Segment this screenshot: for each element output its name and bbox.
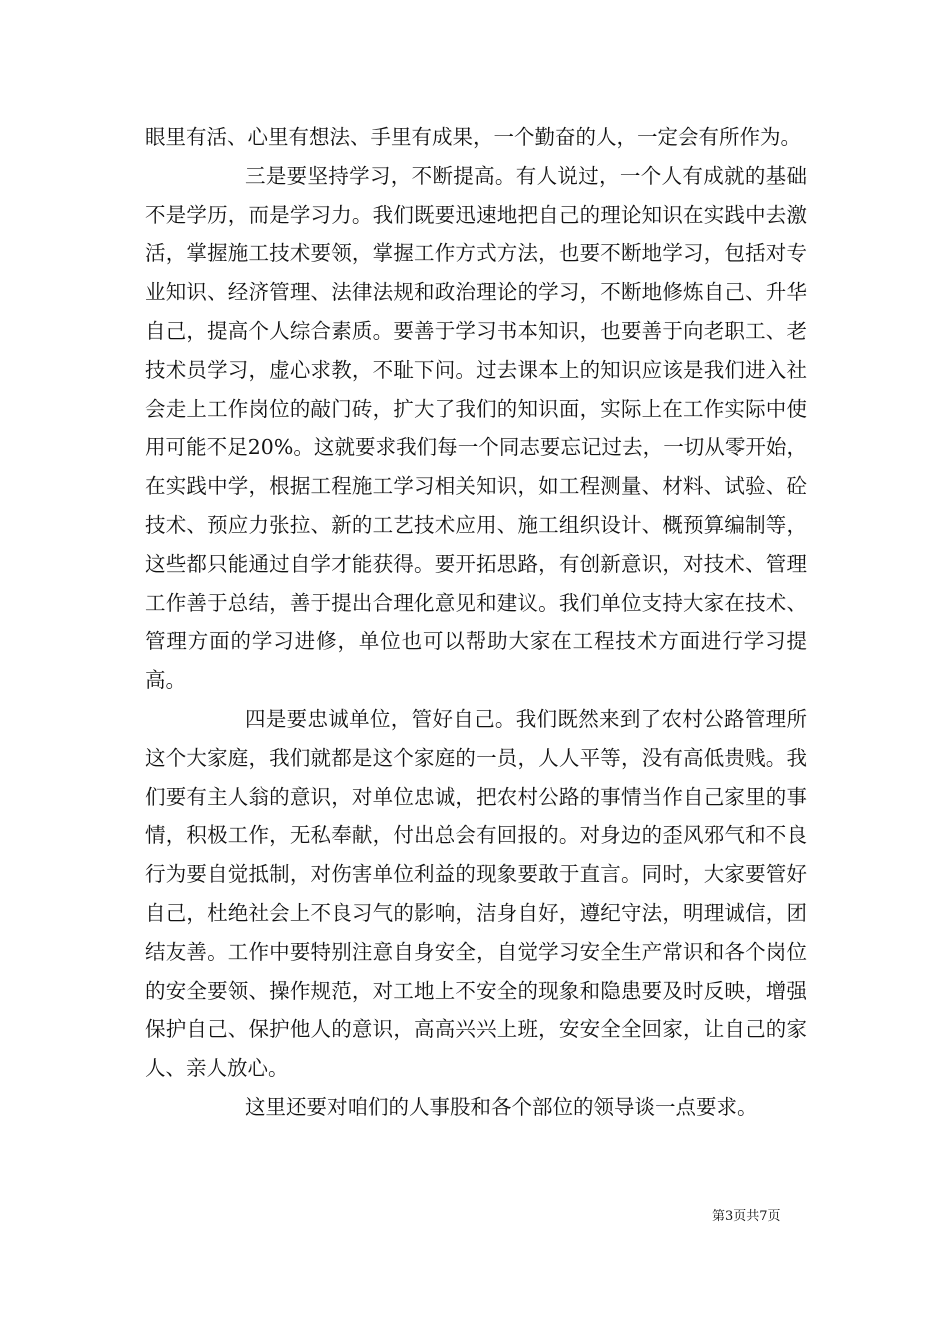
document-body (145, 118, 807, 1127)
paragraph-continuation: 眼里有活、心里有想法、手里有成果，一个勤奋的人，一定会有所作为。 (145, 125, 801, 149)
page-number: 第3页共7页 (712, 1209, 781, 1224)
paragraph-point-four: 四是要忠诚单位，管好自己。我们既然来到了农村公路管理所这个大家庭，我们就都是这个家庭的一员，人人平等，没有高低贵贱。我们要有主人翁的意识，对单位忠诚，把农村公路的事情当作自己家里的事情，积极工作，无私奉献，付出总会有回报的。对身边的歪风邪气和不良行为要自觉抵制，对伤害单位利益的现象要敢于直言。同时，大家要管好自己，杜绝社会上不良习气的影响，洁身自好，遵纪守法，明理诚信，团结友善。工作中要特别注意自身安全，自觉学习安全生产常识和各个岗位的安全要领、操作规范，对工地上不安全的现象和隐患要及时反映，增强保护自己、保护他人的意识，高高兴兴上班，安安全全回家，让自己的家人、亲人放心。 (145, 706, 807, 1081)
paragraph-point-three: 三是要坚持学习，不断提高。有人说过，一个人有成就的基础不是学历，而是学习力。我们既要迅速地把自己的理论知识在实践中去激活，掌握施工技术要领，掌握工作方式方法，也要不断地学习，包括对专业知识、经济管理、法律法规和政治理论的学习，不断地修炼自己、升华自己，提高个人综合素质。要善于学习书本知识，也要善于向老职工、老技术员学习，虚心求教，不耻下问。过去课本上的知识应该是我们进入社会走上工作岗位的敲门砖，扩大了我们的知识面，实际上在工作实际中使用可能不足20%。这就要求我们每一个同志要忘记过去，一切从零开始，在实践中学，根据工程施工学习相关知识，如工程测量、材料、试验、砼技术、预应力张拉、新的工艺技术应用、施工组织设计、概预算编制等，这些都只能通过自学才能获得。要开拓思路，有创新意识，对技术、管理工作善于总结，善于提出合理化意见和建议。我们单位支持大家在技术、管理方面的学习进修，单位也可以帮助大家在工程技术方面进行学习提高。 (145, 163, 807, 693)
paragraph-closing: 这里还要对咱们的人事股和各个部位的领导谈一点要求。 (245, 1094, 758, 1119)
